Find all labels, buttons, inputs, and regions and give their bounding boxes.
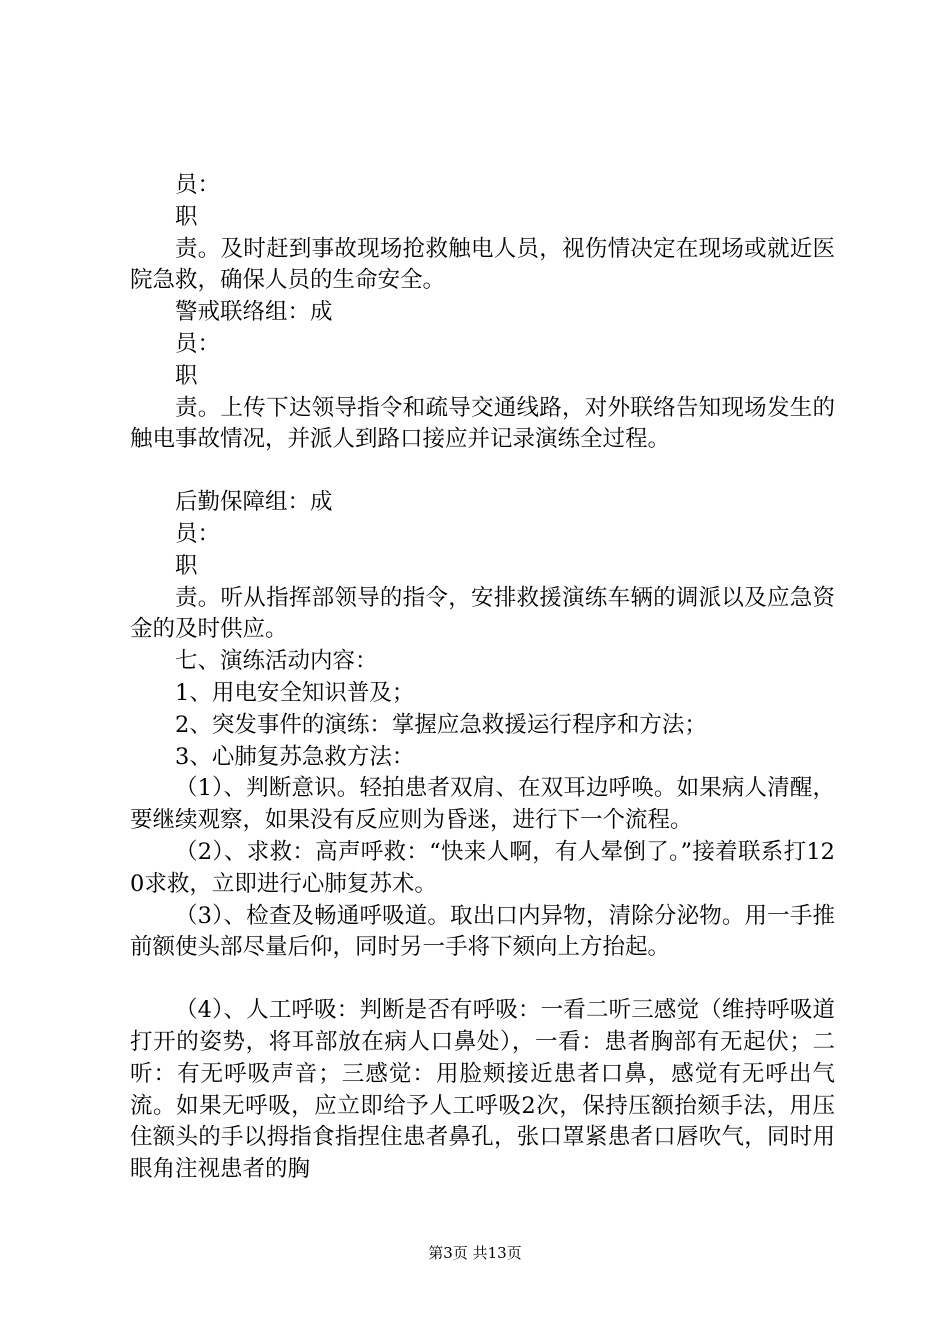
paragraph-member-1: 员： [175,172,221,198]
section-heading-drill-content: 七、演练活动内容： [175,648,378,675]
paragraph-duty-label-1: 职 [175,203,198,230]
paragraph-member-2: 员： [175,330,221,357]
page-footer: 第3页 共13页 [428,1244,522,1262]
paragraph-duty-logistics: 责。听从指挥部领导的指令，安排救援演练车辆的调派以及应急资金的及时供应。 [130,584,835,643]
paragraph-duty-rescue: 责。及时赶到事故现场抢救触电人员，视伤情决定在现场或就近医院急救，确保人员的生命安全。 [130,235,835,294]
paragraph-logistics-group: 后勤保障组：成 [175,489,333,516]
paragraph-duty-alert: 责。上传下达领导指令和疏导交通线路，对外联络告知现场发生的触电事故情况，并派人到路口接应并记录演练全过程。 [130,394,835,453]
list-item-3: 3、心肺复苏急救方法： [175,743,415,770]
paragraph-member-3: 员： [175,520,221,547]
cpr-step-4: （4）、人工呼吸：判断是否有呼吸：一看二听三感觉（维持呼吸道打开的姿势，将耳部放在病人口鼻处），一看：患者胸部有无起伏；二听：有无呼吸声音；三感觉：用脸颊接近患者口鼻，感觉有无呼出气流。如果无呼吸，应立即给予人工呼吸2次，保持压额抬颏手法，用压住额头的手以拇指食指捏住患者鼻孔，张口罩紧患者口唇吹气，同时用眼角注视患者的胸 [130,997,835,1183]
cpr-step-1: （1）、判断意识。轻拍患者双肩、在双耳边呼唤。如果病人清醒，要继续观察，如果没有反应则为昏迷，进行下一个流程。 [130,775,835,834]
document-body [130,170,835,1186]
cpr-step-3: （3）、检查及畅通呼吸道。取出口内异物，清除分泌物。用一手推前额使头部尽量后仰，同时另一手将下颏向上方抬起。 [130,902,835,961]
cpr-step-2: （2）、求救：高声呼救：“快来人啊，有人晕倒了。”接着联系打120求救，立即进行心肺复苏术。 [130,838,835,897]
list-item-2: 2、突发事件的演练：掌握应急救援运行程序和方法； [175,711,707,738]
list-item-1: 1、用电安全知识普及； [175,679,415,706]
paragraph-alert-group: 警戒联络组：成 [175,299,333,326]
paragraph-duty-label-2: 职 [175,362,198,389]
paragraph-duty-label-3: 职 [175,552,198,579]
